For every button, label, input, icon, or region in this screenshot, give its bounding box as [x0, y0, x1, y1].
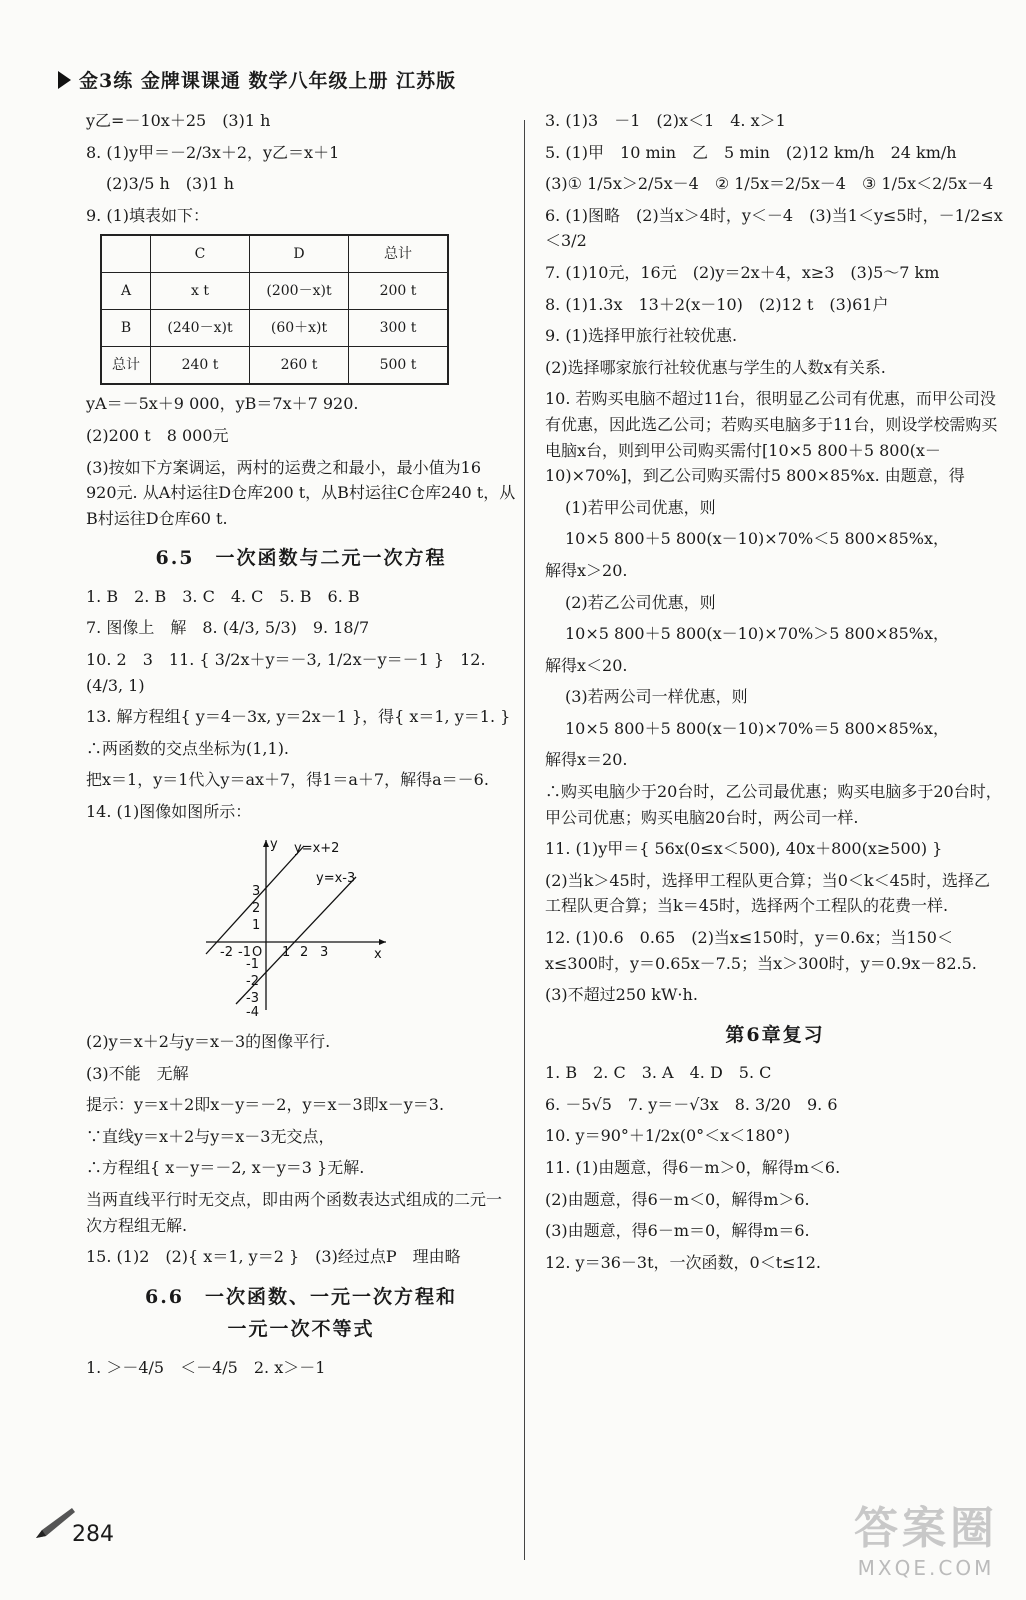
table-row [101, 235, 448, 273]
y-tick: 3 [252, 884, 261, 900]
text-line: 10×5 800＋5 800(x－10)×70%＞5 800×85%x， [565, 624, 950, 644]
text-line: 10. 若购买电脑不超过11台，很明显乙公司有优惠，而甲公司没有优惠，因此选乙公司；若购买电脑多于11台，则设学校需购买电脑x台，则到甲公司购买需付[10×5 800＋5 800(x－10)×70%]，到乙公司购买需付5 800×85%x. 由题意，得 [545, 389, 998, 486]
y-tick: -3 [246, 991, 259, 1007]
text-line: ∴两函数的交点坐标为(1,1). [86, 738, 290, 758]
text-line: 1. B 2. C 3. A 4. D 5. C [545, 1063, 772, 1083]
text-line: 7. (1)10元，16元 (2)y＝2x＋4，x≥3 (3)5～7 km [545, 262, 940, 282]
text-line: (3)不超过250 kW·h. [545, 985, 698, 1005]
text-line: (2)y＝x＋2与y＝x－3的图像平行. [86, 1032, 331, 1052]
x-axis-arrow [379, 939, 386, 945]
table-cell: 240 t [151, 347, 250, 385]
page-number: 284 [72, 1522, 114, 1547]
origin-label: O [252, 945, 263, 961]
transport-table [100, 234, 449, 385]
pencil-icon [32, 1506, 76, 1542]
section-title: 6.6 一次函数、一元一次方程和 [144, 1285, 458, 1308]
text-line: 12. y＝36－3t，一次函数，0＜t≤12. [545, 1252, 822, 1272]
text-line: 13. 解方程组{ y＝4－3x, y＝2x－1 }，得{ x＝1, y＝1. } [86, 707, 511, 727]
text-line: 11. (1)由题意，得6－m＞0，解得m＜6. [545, 1157, 841, 1177]
text-line: (2)当k＞45时，选择甲工程队更合算；当0＜k＜45时，选择乙工程队更合算；当k＝45时，选择两个工程队的花费一样. [545, 870, 990, 916]
table-cell: B [101, 310, 151, 347]
text-line: 10×5 800＋5 800(x－10)×70%＝5 800×85%x， [565, 718, 950, 738]
text-line: (2)选择哪家旅行社较优惠与学生的人数x有关系. [545, 357, 886, 377]
x-tick: -2 [220, 945, 233, 961]
text-line: (2)3/5 h (3)1 h [106, 174, 235, 194]
left-column [86, 108, 516, 1386]
text-line: 1. ＞－4/5 ＜－4/5 2. x＞－1 [86, 1357, 326, 1377]
section-title: 一元一次不等式 [227, 1318, 375, 1341]
text-line: ∵直线y＝x＋2与y＝x－3无交点， [86, 1126, 335, 1146]
table-cell: 300 t [349, 310, 449, 347]
function-graph [196, 832, 396, 1017]
text-line: 10. y＝90°＋1/2x(0°＜x＜180°) [545, 1126, 790, 1146]
label-line1: y=x+2 [294, 841, 340, 857]
text-line: 把x＝1，y＝1代入y＝ax＋7，得1＝a＋7，解得a＝－6. [86, 770, 489, 790]
text-line: 8. (1)y甲＝－2/3x＋2，y乙＝x＋1 [86, 142, 340, 162]
table-cell: 200 t [349, 273, 449, 310]
watermark-text: 答案圈 [854, 1503, 998, 1554]
text-line: 12. (1)0.6 0.65 (2)当x≤150时，y＝0.6x；当150＜x≤300时，y＝0.65x－7.5；当x＞300时，y＝0.9x－82.5. [545, 928, 977, 973]
y-tick: -4 [246, 1005, 259, 1018]
table-cell: (240－x)t [151, 310, 250, 347]
table-cell: 总计 [349, 235, 449, 273]
text-line: (3)不能 无解 [86, 1063, 189, 1083]
text-line: (3)按如下方案调运，两村的运费之和最小，最小值为16 920元. 从A村运往D仓库200 t，从B村运往C仓库240 t，从B村运往D仓库60 t. [86, 457, 516, 528]
text-line: yA＝－5x＋9 000，yB＝7x＋7 920. [86, 394, 359, 414]
text-line: (2)由题意，得6－m＜0，解得m＞6. [545, 1189, 810, 1209]
watermark [854, 1492, 998, 1580]
x-tick: -1 [238, 945, 251, 961]
text-line: (3)由题意，得6－m＝0，解得m＝6. [545, 1221, 810, 1241]
y-tick: -1 [246, 957, 259, 973]
y-tick: 2 [252, 901, 261, 917]
text-line: 11. (1)y甲＝{ 56x(0≤x＜500), 40x＋800(x≥500) } [545, 839, 943, 859]
table-cell: x t [151, 273, 250, 310]
section-title: 第6章复习 [725, 1023, 825, 1046]
text-line: (3)若两公司一样优惠，则 [565, 687, 748, 707]
x-tick: 2 [300, 945, 309, 961]
text-line: 15. (1)2 (2){ x＝1, y＝2 } (3)经过点P 理由略 [86, 1247, 461, 1267]
triangle-icon [58, 71, 71, 89]
text-line: (1)若甲公司优惠，则 [565, 497, 716, 517]
table-cell: C [151, 235, 250, 273]
text-line: 3. (1)3 －1 (2)x＜1 4. x＞1 [545, 111, 786, 130]
column-divider [524, 120, 525, 1560]
text-line: 提示：y＝x＋2即x－y＝－2，y＝x－3即x－y＝3. [86, 1095, 445, 1115]
page-header [58, 66, 456, 93]
x-tick: 1 [282, 945, 291, 961]
table-cell: (200－x)t [250, 273, 349, 310]
text-line: 6. －5√5 7. y＝－√3x 8. 3/20 9. 6 [545, 1094, 838, 1114]
table-row [101, 273, 448, 310]
text-line: ∴购买电脑少于20台时，乙公司最优惠；购买电脑多于20台时，甲公司优惠；购买电脑20台时，两公司一样. [545, 782, 1002, 827]
x-axis-label: x [374, 947, 382, 963]
text-line: 10×5 800＋5 800(x－10)×70%＜5 800×85%x， [565, 529, 950, 549]
text-line: 1. B 2. B 3. C 4. C 5. B 6. B [86, 586, 360, 606]
text-line: y乙=－10x＋25 (3)1 h [86, 111, 271, 130]
text-line: 8. (1)1.3x 13＋2(x－10) (2)12 t (3)61户 [545, 294, 889, 314]
y-axis-arrow [263, 840, 269, 847]
table-cell: 500 t [349, 347, 449, 385]
table-row [101, 347, 448, 385]
header-title: 金3练 金牌课课通 数学八年级上册 江苏版 [79, 70, 457, 92]
text-line: 解得x＞20. [545, 560, 628, 580]
label-line2: y=x-3 [316, 871, 356, 887]
table-cell: A [101, 273, 151, 310]
text-line: 9. (1)填表如下： [86, 205, 210, 225]
right-column [545, 108, 1005, 1281]
text-line: 6. (1)图略 (2)当x＞4时，y＜－4 (3)当1＜y≤5时，－1/2≤x＜3/2 [545, 205, 1003, 251]
table-cell: 260 t [250, 347, 349, 385]
table-cell: D [250, 235, 349, 273]
text-line: 9. (1)选择甲旅行社较优惠. [545, 326, 738, 346]
text-line: 5. (1)甲 10 min 乙 5 min (2)12 km/h 24 km/h [545, 142, 957, 162]
text-line: ∴方程组{ x－y＝－2, x－y＝3 }无解. [86, 1158, 365, 1178]
text-line: 当两直线平行时无交点，即由两个函数表达式组成的二元一次方程组无解. [86, 1190, 503, 1235]
table-cell [101, 235, 151, 273]
y-axis-label: y [270, 837, 278, 853]
line-y-x-plus-2 [206, 846, 304, 954]
text-line: 10. 2 3 11. { 3/2x＋y＝－3, 1/2x－y＝－1 } 12. (4/3, 1) [86, 649, 486, 695]
watermark-url: MXQE.COM [857, 1556, 995, 1580]
text-line: 解得x＝20. [545, 750, 628, 770]
x-tick: 3 [320, 945, 329, 961]
text-line: (3)① 1/5x＞2/5x－4 ② 1/5x＝2/5x－4 ③ 1/5x＜2/5x－4 [545, 174, 994, 194]
table-cell: (60＋x)t [250, 310, 349, 347]
y-tick: 1 [252, 918, 261, 934]
text-line: 14. (1)图像如图所示： [86, 801, 252, 821]
text-line: 解得x＜20. [545, 655, 628, 675]
text-line: 7. 图像上 解 8. (4/3, 5/3) 9. 18/7 [86, 618, 370, 638]
table-cell: 总计 [101, 347, 151, 385]
y-tick: -2 [246, 974, 259, 990]
text-line: (2)200 t 8 000元 [86, 425, 229, 445]
section-title: 6.5 一次函数与二元一次方程 [155, 547, 447, 570]
text-line: (2)若乙公司优惠，则 [565, 592, 716, 612]
table-row [101, 310, 448, 347]
